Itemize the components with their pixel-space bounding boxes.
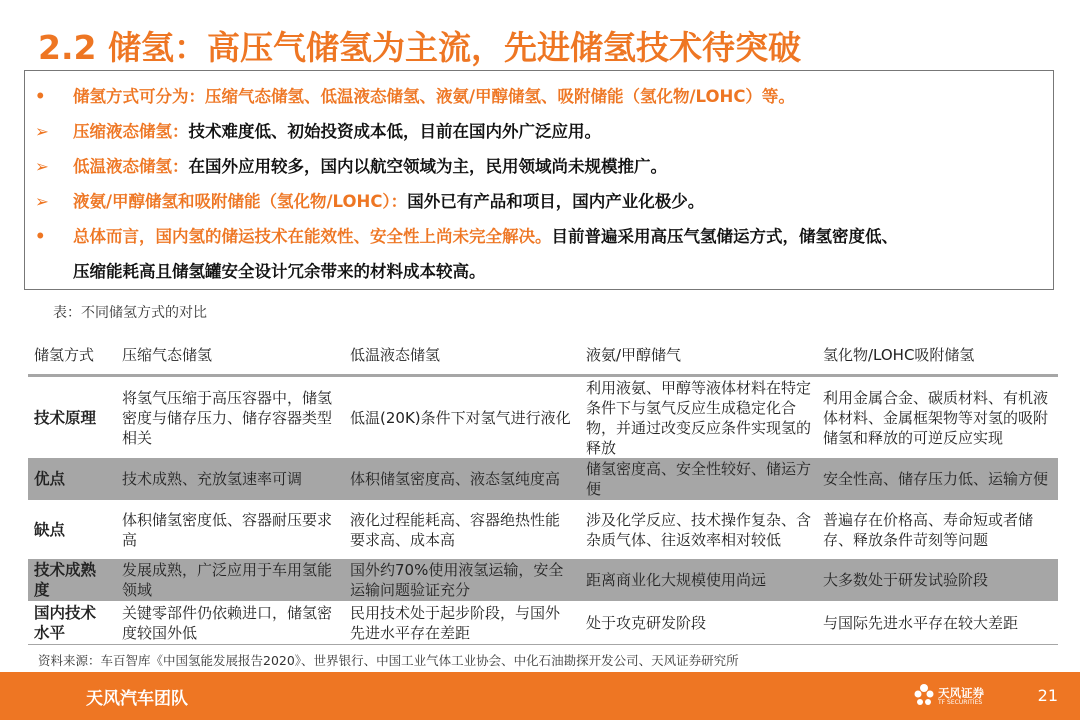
bullet-text: 压缩能耗高且储氢罐安全设计冗余带来的材料成本较高。 xyxy=(73,262,486,281)
arrow-bullet-icon: ➢ xyxy=(35,122,49,141)
bullet-highlight: 低温液态储氢： xyxy=(73,157,189,176)
table-cell: 距离商业化大规模使用尚远 xyxy=(580,560,817,601)
table-header: 压缩气态储氢 xyxy=(122,346,213,364)
table-cell: 体积储氢密度高、液态氢纯度高 xyxy=(344,459,580,500)
table-cell: 液化过程能耗高、容器绝热性能要求高、成本高 xyxy=(344,500,580,560)
table-caption: 表：不同储氢方式的对比 xyxy=(53,305,207,321)
bullet-highlight: 压缩液态储氢： xyxy=(73,122,189,141)
table-row xyxy=(28,376,1058,459)
bullet-text: 技术难度低、初始投资成本低，目前在国内外广泛应用。 xyxy=(188,122,601,141)
table-cell: 关键零部件仍依赖进口，储氢密度较国外低 xyxy=(116,601,344,645)
table-row xyxy=(28,500,1058,560)
page-number: 21 xyxy=(1037,686,1058,705)
source-note: 资料来源：车百智库《中国氢能发展报告2020》、世界银行、中国工业气体工业协会、中化石油勘探开发公司、天风证券研究所 xyxy=(38,653,739,668)
row-header: 优点 xyxy=(28,459,116,500)
company-logo xyxy=(912,682,1002,712)
table-cell: 处于攻克研发阶段 xyxy=(580,601,817,645)
table-row xyxy=(28,601,1058,645)
bullet-text: 在国外应用较多，国内以航空领域为主，民用领域尚未规模推广。 xyxy=(188,157,667,176)
table-cell: 储氢密度高、安全性较好、储运方便 xyxy=(580,459,817,500)
footer-team-name: 天风汽车团队 xyxy=(86,689,188,709)
bullet-text: 目前普遍采用高压气氢储运方式，储氢密度低、 xyxy=(551,227,898,246)
table-row xyxy=(28,560,1058,601)
table-cell: 国外约70%使用液氢运输，安全运输问题验证充分 xyxy=(344,560,580,601)
comparison-table xyxy=(28,336,1058,645)
bullet-highlight: 总体而言，国内氢的储运技术在能效性、安全性上尚未完全解决。 xyxy=(73,227,552,246)
table-cell: 发展成熟，广泛应用于车用氢能领域 xyxy=(116,560,344,601)
table-cell: 体积储氢密度低、容器耐压要求高 xyxy=(116,500,344,560)
row-header: 技术原理 xyxy=(28,376,116,459)
row-header: 国内技术水平 xyxy=(28,601,116,645)
table-cell: 安全性高、储存压力低、运输方便 xyxy=(817,459,1058,500)
table-cell: 普遍存在价格高、寿命短或者储存、释放条件苛刻等问题 xyxy=(817,500,1058,560)
table-cell: 民用技术处于起步阶段，与国外先进水平存在差距 xyxy=(344,601,580,645)
bullet-highlight: 液氨/甲醇储氢和吸附储能（氢化物/LOHC）： xyxy=(73,192,408,211)
table-cell: 低温(20K)条件下对氢气进行液化 xyxy=(344,376,580,459)
bullet-dot-icon: • xyxy=(35,87,46,106)
row-header: 缺点 xyxy=(28,500,116,560)
bullet-highlight: 储氢方式可分为：压缩气态储氢、低温液态储氢、液氨/甲醇储氢、吸附储能（氢化物/LOHC）等。 xyxy=(73,87,795,106)
table-header-row xyxy=(28,336,1058,376)
table-cell: 大多数处于研发试验阶段 xyxy=(817,560,1058,601)
table-cell: 与国际先进水平存在较大差距 xyxy=(817,601,1058,645)
bullet-dot-icon: • xyxy=(35,227,46,246)
row-header: 技术成熟度 xyxy=(28,560,116,601)
table-header: 低温液态储氢 xyxy=(350,346,441,364)
table-cell: 涉及化学反应、技术操作复杂、含杂质气体、往返效率相对较低 xyxy=(580,500,817,560)
table-row xyxy=(28,459,1058,500)
arrow-bullet-icon: ➢ xyxy=(35,157,49,176)
table-header: 氢化物/LOHC吸附储氢 xyxy=(823,346,975,364)
bullet-text: 国外已有产品和项目，国内产业化极少。 xyxy=(407,192,705,211)
logo-subtext: TF SECURITIES xyxy=(938,699,983,706)
table-cell: 利用液氨、甲醇等液体材料在特定条件下与氢气反应生成稳定化合物，并通过改变反应条件实现氢的释放 xyxy=(580,376,817,459)
arrow-bullet-icon: ➢ xyxy=(35,192,49,211)
bullets-box xyxy=(24,70,1054,290)
footer-bar xyxy=(0,672,1080,720)
table-cell: 利用金属合金、碳质材料、有机液体材料、金属框架物等对氢的吸附储氢和释放的可逆反应实现 xyxy=(817,376,1058,459)
logo-flower-icon xyxy=(912,682,936,710)
logo-text: 天风证券 xyxy=(938,686,984,700)
table-header: 储氢方式 xyxy=(34,346,95,364)
page-title: 2.2 储氢：高压气储氢为主流，先进储氢技术待突破 xyxy=(38,28,801,67)
table-cell: 将氢气压缩于高压容器中，储氢密度与储存压力、储存容器类型相关 xyxy=(116,376,344,459)
table-header: 液氨/甲醇储气 xyxy=(586,346,682,364)
table-cell: 技术成熟、充放氢速率可调 xyxy=(116,459,344,500)
